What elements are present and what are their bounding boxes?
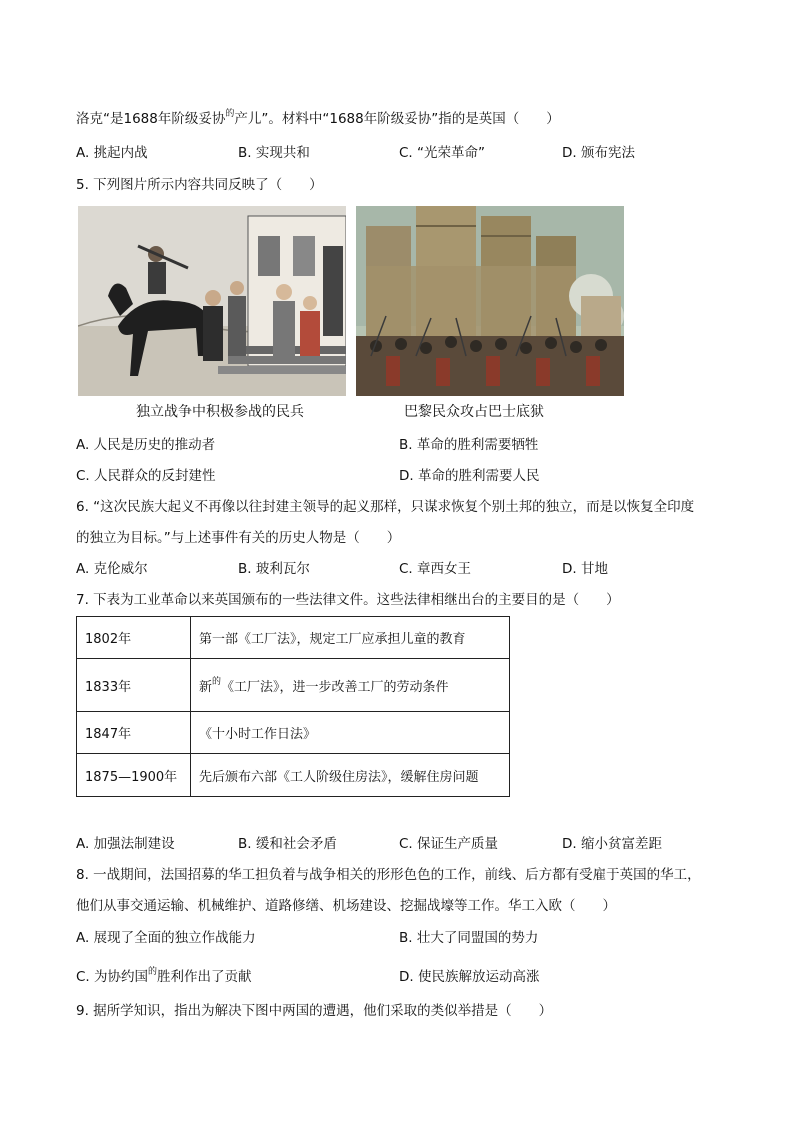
q4-stem: [76, 110, 560, 130]
image-caption-minutemen: 独立战争中积极参战的民兵: [136, 404, 304, 420]
q9-stem: 9. 据所学知识，指出为解决下图中两国的遭遇，他们采取的类似举措是（ ）: [76, 1003, 553, 1019]
q5-option-d[interactable]: D. 革命的胜利需要人民: [399, 468, 540, 484]
q7-option-a[interactable]: A. 加强法制建设: [76, 836, 175, 852]
table-cell-text: 《工厂法》，进一步改善工厂的劳动条件: [221, 679, 449, 695]
q8-option-b[interactable]: B. 壮大了同盟国的势力: [399, 930, 539, 946]
q4-option-b[interactable]: B. 实现共和: [238, 145, 310, 161]
table-cell-sup: 的: [212, 676, 222, 687]
table-cell-content: [191, 659, 510, 712]
table-row: [77, 712, 510, 754]
table-row: [77, 754, 510, 797]
q8-option-c-text: C. 为协约国: [76, 969, 149, 985]
image-caption-bastille: 巴黎民众攻占巴士底狱: [404, 404, 544, 420]
q6-option-c[interactable]: C. 章西女王: [399, 561, 472, 577]
q6-option-b[interactable]: B. 玻利瓦尔: [238, 561, 310, 577]
q7-option-b[interactable]: B. 缓和社会矛盾: [238, 836, 337, 852]
table-cell-content: 先后颁布六部《工人阶级住房法》，缓解住房问题: [191, 754, 510, 797]
q7-option-c[interactable]: C. 保证生产质量: [399, 836, 499, 852]
q6-stem-line1: 6. “这次民族大起义不再像以往封建主领导的起义那样，只谋求恢复个别土邦的独立，而是以恢复全印度: [76, 499, 695, 515]
q8-stem-line2: 他们从事交通运输、机械维护、道路修缮、机场建设、挖掘战壕等工作。华工入欧（ ）: [76, 898, 616, 914]
table-cell-year: 1833年: [77, 659, 191, 712]
q8-option-c[interactable]: [76, 968, 252, 988]
table-cell-year: 1875—1900年: [77, 754, 191, 797]
q4-stem-part: 产儿”。材料中“1688年阶级妥协”指的是英国（ ）: [234, 111, 560, 127]
q4-stem-part: 洛克“是1688年阶级妥协: [76, 111, 226, 127]
table-cell-text: 新: [199, 679, 213, 695]
q8-option-c-sup: 的: [148, 967, 158, 977]
q4-option-c[interactable]: C. “光荣革命”: [399, 145, 485, 161]
q8-option-d[interactable]: D. 使民族解放运动高涨: [399, 969, 540, 985]
q6-stem-line2: 的独立为目标。”与上述事件有关的历史人物是（ ）: [76, 530, 401, 546]
q8-option-c-text: 胜利作出了贡献: [157, 969, 252, 985]
q7-option-d[interactable]: D. 缩小贫富差距: [562, 836, 662, 852]
q8-stem-line1: 8. 一战期间，法国招募的华工担负着与战争相关的形形色色的工作，前线、后方都有受雇于英国的华工，: [76, 867, 701, 883]
table-row: [77, 617, 510, 659]
q4-stem-sup: 的: [225, 109, 235, 119]
q4-option-a[interactable]: A. 挑起内战: [76, 145, 148, 161]
q6-option-a[interactable]: A. 克伦威尔: [76, 561, 148, 577]
q5-option-c[interactable]: C. 人民群众的反封建性: [76, 468, 216, 484]
q5-stem: 5. 下列图片所示内容共同反映了（ ）: [76, 177, 323, 193]
bastille-image: [356, 206, 624, 396]
law-table: [76, 616, 510, 797]
q7-stem: 7. 下表为工业革命以来英国颁布的一些法律文件。这些法律相继出台的主要目的是（ ）: [76, 592, 620, 608]
table-cell-content: 《十小时工作日法》: [191, 712, 510, 754]
table-cell-year: 1847年: [77, 712, 191, 754]
q6-option-d[interactable]: D. 甘地: [562, 561, 608, 577]
table-row: [77, 659, 510, 712]
q8-option-a[interactable]: A. 展现了全面的独立作战能力: [76, 930, 256, 946]
q5-option-b[interactable]: B. 革命的胜利需要牺牲: [399, 437, 539, 453]
minutemen-image: [78, 206, 346, 396]
q4-option-d[interactable]: D. 颁布宪法: [562, 145, 635, 161]
table-cell-year: 1802年: [77, 617, 191, 659]
table-cell-content: 第一部《工厂法》，规定工厂应承担儿童的教育: [191, 617, 510, 659]
q5-option-a[interactable]: A. 人民是历史的推动者: [76, 437, 216, 453]
